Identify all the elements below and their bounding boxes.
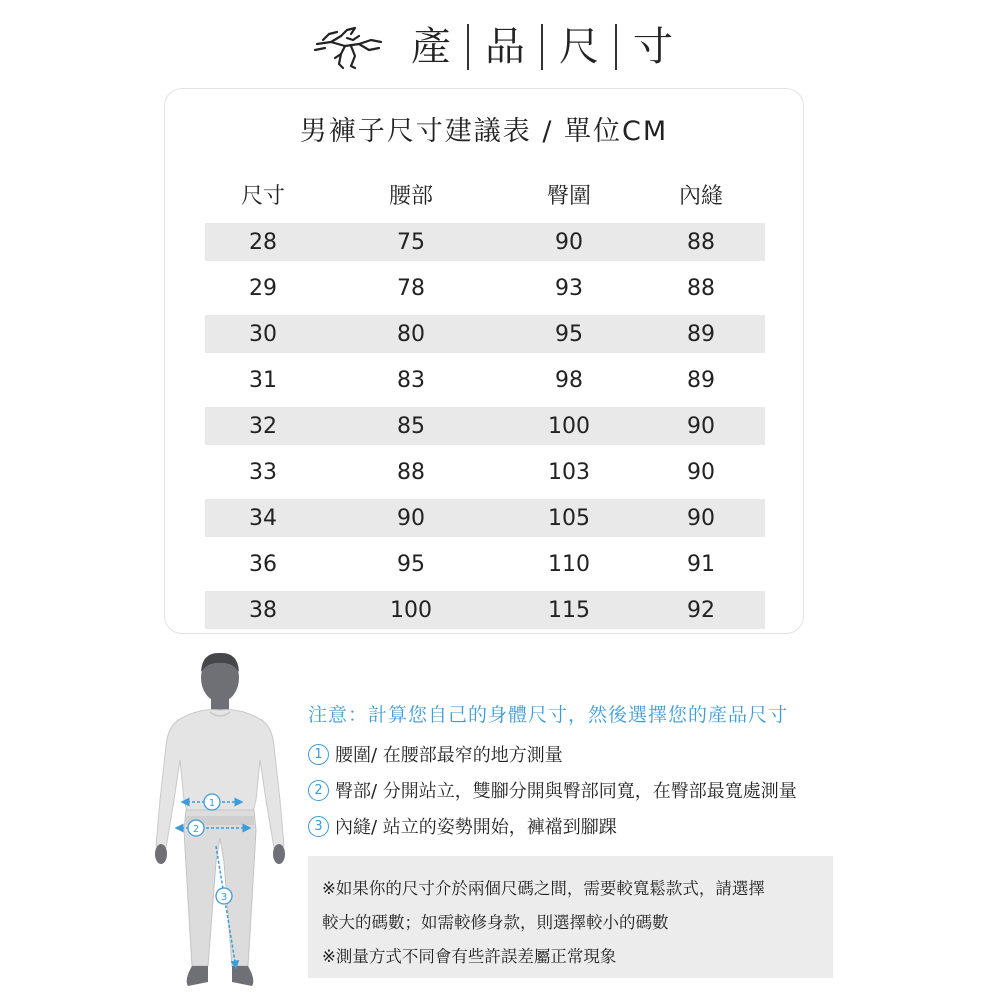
- table-row: [205, 499, 765, 537]
- table-cell: 90: [555, 229, 583, 255]
- size-table: [205, 169, 765, 633]
- page-header: [0, 18, 1000, 76]
- table-cell: 80: [397, 321, 425, 347]
- column-header: 內縫: [678, 183, 723, 209]
- table-cell: 103: [548, 459, 590, 485]
- table-cell: 100: [548, 413, 590, 439]
- table-cell: 34: [249, 505, 277, 531]
- table-cell: 91: [687, 551, 715, 577]
- title-char: 產: [411, 24, 451, 70]
- note-item: [308, 741, 928, 767]
- footnote-line: ※如果你的尺寸介於兩個尺碼之間，需要較寬鬆款式，請選擇: [322, 879, 765, 898]
- table-cell: 95: [555, 321, 583, 347]
- measurement-body-figure-icon: [140, 650, 300, 996]
- note-text: 內縫/ 站立的姿勢開始，褲襠到腳踝: [335, 817, 617, 838]
- table-cell: 98: [555, 367, 583, 393]
- table-cell: 83: [397, 367, 425, 393]
- table-cell: 90: [687, 459, 715, 485]
- note-item: [308, 813, 928, 839]
- marker-1: 1: [208, 798, 216, 809]
- table-cell: 95: [397, 551, 425, 577]
- footnote-line: 較大的碼數；如需較修身款，則選擇較小的碼數: [322, 913, 669, 932]
- archaeopteryx-logo-icon: [311, 22, 385, 72]
- note-number-badge: 1: [308, 744, 329, 765]
- table-cell: 29: [249, 275, 277, 301]
- table-cell: 36: [249, 551, 277, 577]
- table-cell: 90: [397, 505, 425, 531]
- table-cell: 105: [548, 505, 590, 531]
- measurement-notes: [308, 700, 928, 849]
- table-cell: 38: [249, 597, 277, 623]
- size-chart-card: [164, 88, 804, 634]
- table-row: [205, 315, 765, 353]
- table-cell: 90: [687, 505, 715, 531]
- table-row: [205, 449, 765, 495]
- note-number-badge: 2: [308, 780, 329, 801]
- table-cell: 92: [687, 597, 715, 623]
- column-header: 腰部: [388, 183, 433, 209]
- note-item: [308, 777, 928, 803]
- table-cell: 88: [397, 459, 425, 485]
- table-cell: 30: [249, 321, 277, 347]
- note-text: 臀部/ 分開站立，雙腳分開與臀部同寬，在臀部最寬處測量: [335, 781, 797, 802]
- size-chart-title: 男褲子尺寸建議表 / 單位CM: [299, 116, 669, 147]
- table-cell: 33: [249, 459, 277, 485]
- table-row: [205, 223, 765, 261]
- table-cell: 31: [249, 367, 277, 393]
- table-cell: 32: [249, 413, 277, 439]
- table-cell: 85: [397, 413, 425, 439]
- marker-3: 3: [220, 892, 228, 903]
- table-cell: 90: [687, 413, 715, 439]
- table-cell: 100: [390, 597, 432, 623]
- table-row: [205, 407, 765, 445]
- title-char: 品: [485, 24, 525, 70]
- marker-2: 2: [192, 824, 200, 835]
- footnote-line: ※測量方式不同會有些許誤差屬正常現象: [322, 947, 617, 966]
- table-cell: 88: [687, 275, 715, 301]
- table-row: [205, 357, 765, 403]
- column-header: 尺寸: [240, 183, 285, 209]
- table-cell: 88: [687, 229, 715, 255]
- column-header: 臀圍: [546, 183, 591, 209]
- table-row: [205, 591, 765, 629]
- table-row: [205, 265, 765, 311]
- notes-heading: 注意：計算您自己的身體尺寸，然後選擇您的產品尺寸: [308, 704, 789, 726]
- table-cell: 75: [397, 229, 425, 255]
- table-cell: 89: [687, 321, 715, 347]
- note-number-badge: 3: [308, 816, 329, 837]
- note-text: 腰圍/ 在腰部最窄的地方測量: [335, 745, 563, 766]
- table-row: [205, 541, 765, 587]
- footnote-box: [308, 856, 833, 978]
- table-cell: 115: [548, 597, 590, 623]
- table-cell: 89: [687, 367, 715, 393]
- table-cell: 28: [249, 229, 277, 255]
- title-char: 尺: [559, 24, 599, 70]
- table-cell: 78: [397, 275, 425, 301]
- table-body: [205, 223, 765, 629]
- table-cell: 93: [555, 275, 583, 301]
- table-header-row: [205, 169, 765, 219]
- page-title: [395, 24, 689, 70]
- table-cell: 110: [548, 551, 590, 577]
- title-char: 寸: [633, 24, 673, 70]
